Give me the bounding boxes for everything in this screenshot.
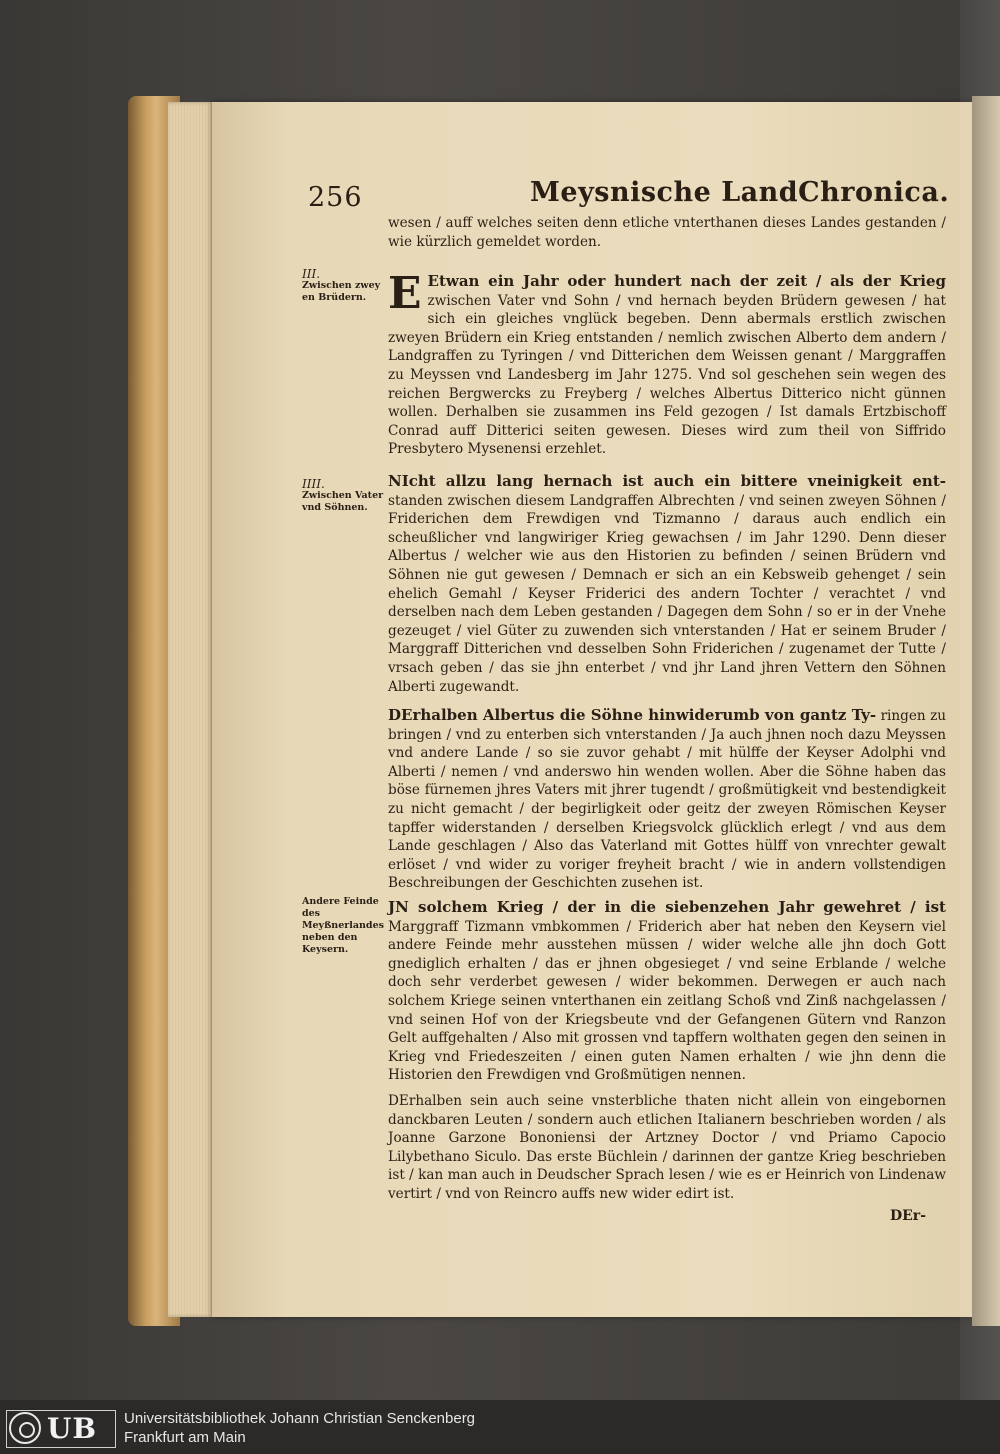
- margin-note-text: Andere Feinde des Meyßnerlandes neben den Keysern.: [302, 896, 384, 955]
- margin-note-text: Zwischen Vater vnd Söhnen.: [302, 490, 384, 513]
- paragraph-continued: [388, 214, 946, 251]
- paragraph-text: wesen / auff welches seiten denn etliche vnterthanen dieses Landes gestanden / wie kürzlich gemeldet worden.: [388, 215, 946, 250]
- catchword: DEr-: [890, 1208, 926, 1224]
- paragraph-lead: DErhalben Albertus die Söhne hinwiderumb von gantz Ty-: [388, 706, 877, 724]
- margin-note-text: Zwischen zwey en Brüdern.: [302, 280, 381, 303]
- paragraph-lead: Etwan ein Jahr oder hundert nach der zeit / als der Krieg: [427, 272, 946, 290]
- margin-note: [302, 896, 384, 956]
- paragraph: [388, 472, 946, 696]
- paragraph-lead: JN solchem Krieg / der in die siebenzehen Jahr gewehret / ist: [388, 898, 946, 916]
- page-edges: [168, 102, 214, 1317]
- margin-note-number: III.: [302, 267, 321, 281]
- drop-cap: E: [388, 268, 422, 319]
- paragraph-text: ringen zu bringen / vnd zu enterben sich vnterstanden / Ja auch jhnen noch dazu Meyssen vnd andere Lande / so sie zuvor gehabt / mit hülffe der Keyser Adolphi vnd Alberti / nemen / vnd anderswo hin wenden wollen. Aber die Söhne haben das böse fürnemen jhres Vaters mit jhrer tugendt / großmütigkeit vnd bestendigkeit zu nicht gemacht / der begirligkeit oder geitz der zweyen Römischen Keyser tapffer widerstanden / derselben Kriegsvolck glücklich erlegt / vnd aus dem Lande geschlagen / Also das Vaterland mit Gottes hülff von vnrechter gewalt erlöset / vnd wider zu voriger freyheit bracht / wie in andern vollstendigen Beschreibungen der Geschichten zusehen ist.: [388, 708, 946, 892]
- paragraph: [388, 898, 946, 1085]
- margin-note: [302, 478, 384, 514]
- library-name: [124, 1409, 475, 1447]
- paragraph: [388, 268, 946, 459]
- page-number: 256: [308, 182, 363, 213]
- paragraph-text: DErhalben sein auch seine vnsterbliche thaten nicht allein von eingebornen danckbaren Leuten / sondern auch etlichen Italianern beschrieben worden / als Joanne Garzone Bononiensi der Artzney Doctor / vnd Priamo Capocio Lilybethano Siculo. Das erste Büchlein / darinnen der gantze Krieg beschrieben ist / kan man auch in Deudscher Sprach lesen / wie es er Heinrich von Lindenaw vertirt / vnd von Reincro auffs new wider edirt ist.: [388, 1093, 946, 1202]
- library-name-line2: Frankfurt am Main: [124, 1429, 246, 1446]
- paragraph-text: zwischen Vater vnd Sohn / vnd hernach beyden Brüdern gewesen / hat sich ein gleiches vnglück begeben. Denn abermals erstlich zwischen zweyen Brüdern ein Krieg entstanden / nemlich zwischen Alberto dem andern / Landgraffen zu Tyringen / vnd Ditterichen dem Weissen genant / Marggraffen zu Meyssen vnd Landesberg im Jahr 1275. Vnd sol geschehen sein wegen des reichen Bergwercks zu Freyberg / welches Albertus Ditterico nicht günnen wollen. Derhalben sie zusammen ins Feld gezogen / Ist damals Ertzbischoff Conrad auff Ditterici seiten gewesen. Dieses wird zum theil von Siffrido Presbytero Mysenensi erzehlet.: [388, 292, 946, 458]
- paragraph-text: standen zwischen diesem Landgraffen Albrechten / vnd seinen zweyen Söhnen / Friderichen dem Frewdigen vnd Tizmanno / daraus auch endlich ein scheußlicher vnd langwiriger Krieg gewachsen / im Jahr 1290. Denn dieser Albertus / welcher wie aus den Historien zu befinden / seinen Brüdern vnd Söhnen nie gut gewesen / Demnach er sich an ein Kebsweib gehenget / sein ehelich Gemahl / Keyser Friderici des andern Tochter / verachtet / vnd derselben nach dem Leben gestanden / Dagegen dem Sohn / so er in der Vnehe gezeuget / viel Güter zu zuwenden sich vnterstanden / Hat er seinem Bruder / Marggraff Ditterichen vnd desselben Sohn Friderichen / zugenamet der Tutte / vrsach geben / das sie jhn enterbet / vnd jhr Land jhren Vettern den Söhnen Alberti zugewandt.: [388, 492, 946, 695]
- library-name-line1: Universitätsbibliothek Johann Christian Senckenberg: [124, 1410, 476, 1427]
- seal-icon: [9, 1412, 41, 1444]
- glass-plate: [960, 0, 1000, 1400]
- running-head: Meysnische LandChronica.: [530, 177, 950, 208]
- paragraph-lead: NIcht allzu lang hernach ist auch ein bittere vneinigkeit ent-: [388, 472, 946, 490]
- library-logo-text: UB: [47, 1412, 98, 1445]
- margin-note: [302, 268, 384, 304]
- paragraph: [388, 1092, 946, 1204]
- margin-note-number: IIII.: [302, 477, 325, 491]
- library-logo: [6, 1410, 116, 1448]
- paragraph-text: Marggraff Tizmann vmbkommen / Friderich aber hat neben den Keysern viel andere Feinde mehr ausstehen müssen / wider welche alle jhn doch Gott gnediglich erhalten / das er jhnen obgesieget / vnd seine Erblande / welche doch sehr verderbet gewesen / wider bekommen. Derwegen er auch nach solchem Kriege seinen vnterthanen ein zeitlang Schoß vnd Zinß nachgelassen / vnd seinen Hof von der Kriegsbeute vnd der Gefangenen Gütern vnd Ranzon Gelt auffgehalten / Also mit grossen vnd tapffern wolthaten gegen den seinen in Krieg vnd Friedeszeiten / einen guten Namen erhalten / wie jhn denn die Historien den Frewdigen vnd Großmütigen nennen.: [388, 918, 946, 1084]
- footer-banner: [0, 1400, 1000, 1454]
- paragraph: [388, 706, 946, 893]
